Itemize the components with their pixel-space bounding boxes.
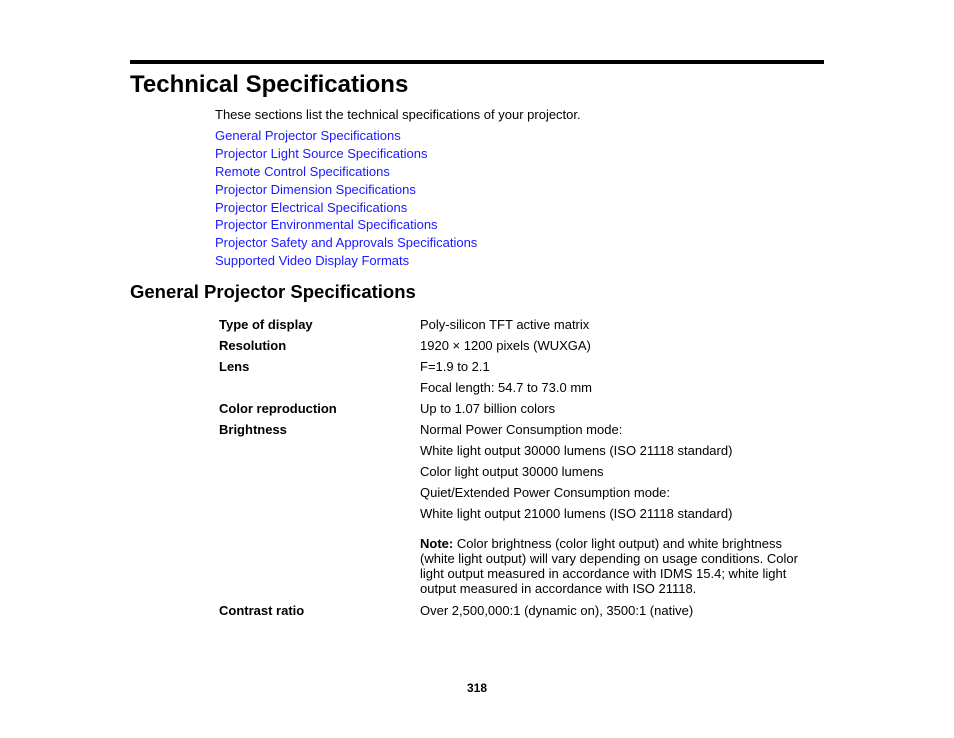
spec-label-text: Contrast ratio <box>219 603 305 618</box>
spec-values <box>420 337 819 358</box>
spec-label <box>219 358 420 400</box>
spec-value: Color light output 30000 lumens <box>420 464 604 479</box>
toc-item <box>215 181 477 199</box>
spec-row-lens <box>219 358 819 400</box>
spec-value: Over 2,500,000:1 (dynamic on), 3500:1 (native) <box>420 603 694 618</box>
note-text: Color brightness (color light output) and white brightness (white light output) will vary depending on usage conditions. Color light output measured in accordance with IDMS 15.4; white light output measured in accordance with ISO 21118. <box>420 536 798 596</box>
toc-list <box>215 127 477 270</box>
spec-row-brightness <box>219 421 819 602</box>
spec-label <box>219 421 420 602</box>
intro-text: These sections list the technical specifications of your projector. <box>215 107 581 122</box>
spec-label <box>219 337 420 358</box>
spec-row-contrast-ratio <box>219 602 819 623</box>
toc-link-video-formats[interactable]: Supported Video Display Formats <box>215 253 410 269</box>
spec-row-color-reproduction <box>219 400 819 421</box>
toc-link-light-source[interactable]: Projector Light Source Specifications <box>215 145 428 161</box>
spec-value: White light output 30000 lumens (ISO 21118 standard) <box>420 443 733 458</box>
spec-label-text: Resolution <box>219 338 287 353</box>
spec-label-text: Brightness <box>219 422 287 437</box>
spec-values <box>420 602 819 623</box>
spec-value: Up to 1.07 billion colors <box>420 401 556 416</box>
spec-label-text: Type of display <box>219 317 313 332</box>
toc-item <box>215 234 477 252</box>
toc-item <box>215 199 477 217</box>
spec-values <box>420 400 819 421</box>
section-title: General Projector Specifications <box>130 281 416 302</box>
toc-item <box>215 163 477 181</box>
toc-item <box>215 145 477 163</box>
top-rule <box>130 60 824 64</box>
page-title: Technical Specifications <box>130 71 409 98</box>
spec-label <box>219 602 420 623</box>
spec-value: Normal Power Consumption mode: <box>420 422 623 437</box>
page-number: 318 <box>466 681 488 695</box>
spec-values <box>420 358 819 400</box>
spec-values <box>420 421 819 602</box>
spec-value: Poly-silicon TFT active matrix <box>420 317 590 332</box>
spec-value: Quiet/Extended Power Consumption mode: <box>420 485 671 500</box>
toc-item <box>215 252 477 270</box>
toc-link-dimension[interactable]: Projector Dimension Specifications <box>215 181 416 197</box>
toc-link-remote-control[interactable]: Remote Control Specifications <box>215 163 390 179</box>
toc-item <box>215 216 477 234</box>
toc-link-safety[interactable]: Projector Safety and Approvals Specifications <box>215 235 478 251</box>
spec-label-text: Lens <box>219 359 250 374</box>
spec-values <box>420 316 819 337</box>
brightness-note <box>420 536 810 602</box>
spec-value: 1920 × 1200 pixels (WUXGA) <box>420 338 591 353</box>
spec-label <box>219 400 420 421</box>
spec-value: White light output 21000 lumens (ISO 21118 standard) <box>420 506 733 521</box>
toc-link-electrical[interactable]: Projector Electrical Specifications <box>215 199 408 215</box>
spec-value: Focal length: 54.7 to 73.0 mm <box>420 380 592 395</box>
spec-row-resolution <box>219 337 819 358</box>
spec-label-text: Color reproduction <box>219 401 337 416</box>
spec-label <box>219 316 420 337</box>
note-label: Note: <box>420 536 454 551</box>
spec-value: F=1.9 to 2.1 <box>420 359 490 374</box>
toc-item <box>215 127 477 145</box>
toc-link-general[interactable]: General Projector Specifications <box>215 128 401 143</box>
spec-table <box>219 316 819 623</box>
toc-link-environmental[interactable]: Projector Environmental Specifications <box>215 217 438 233</box>
spec-row-type-of-display <box>219 316 819 337</box>
